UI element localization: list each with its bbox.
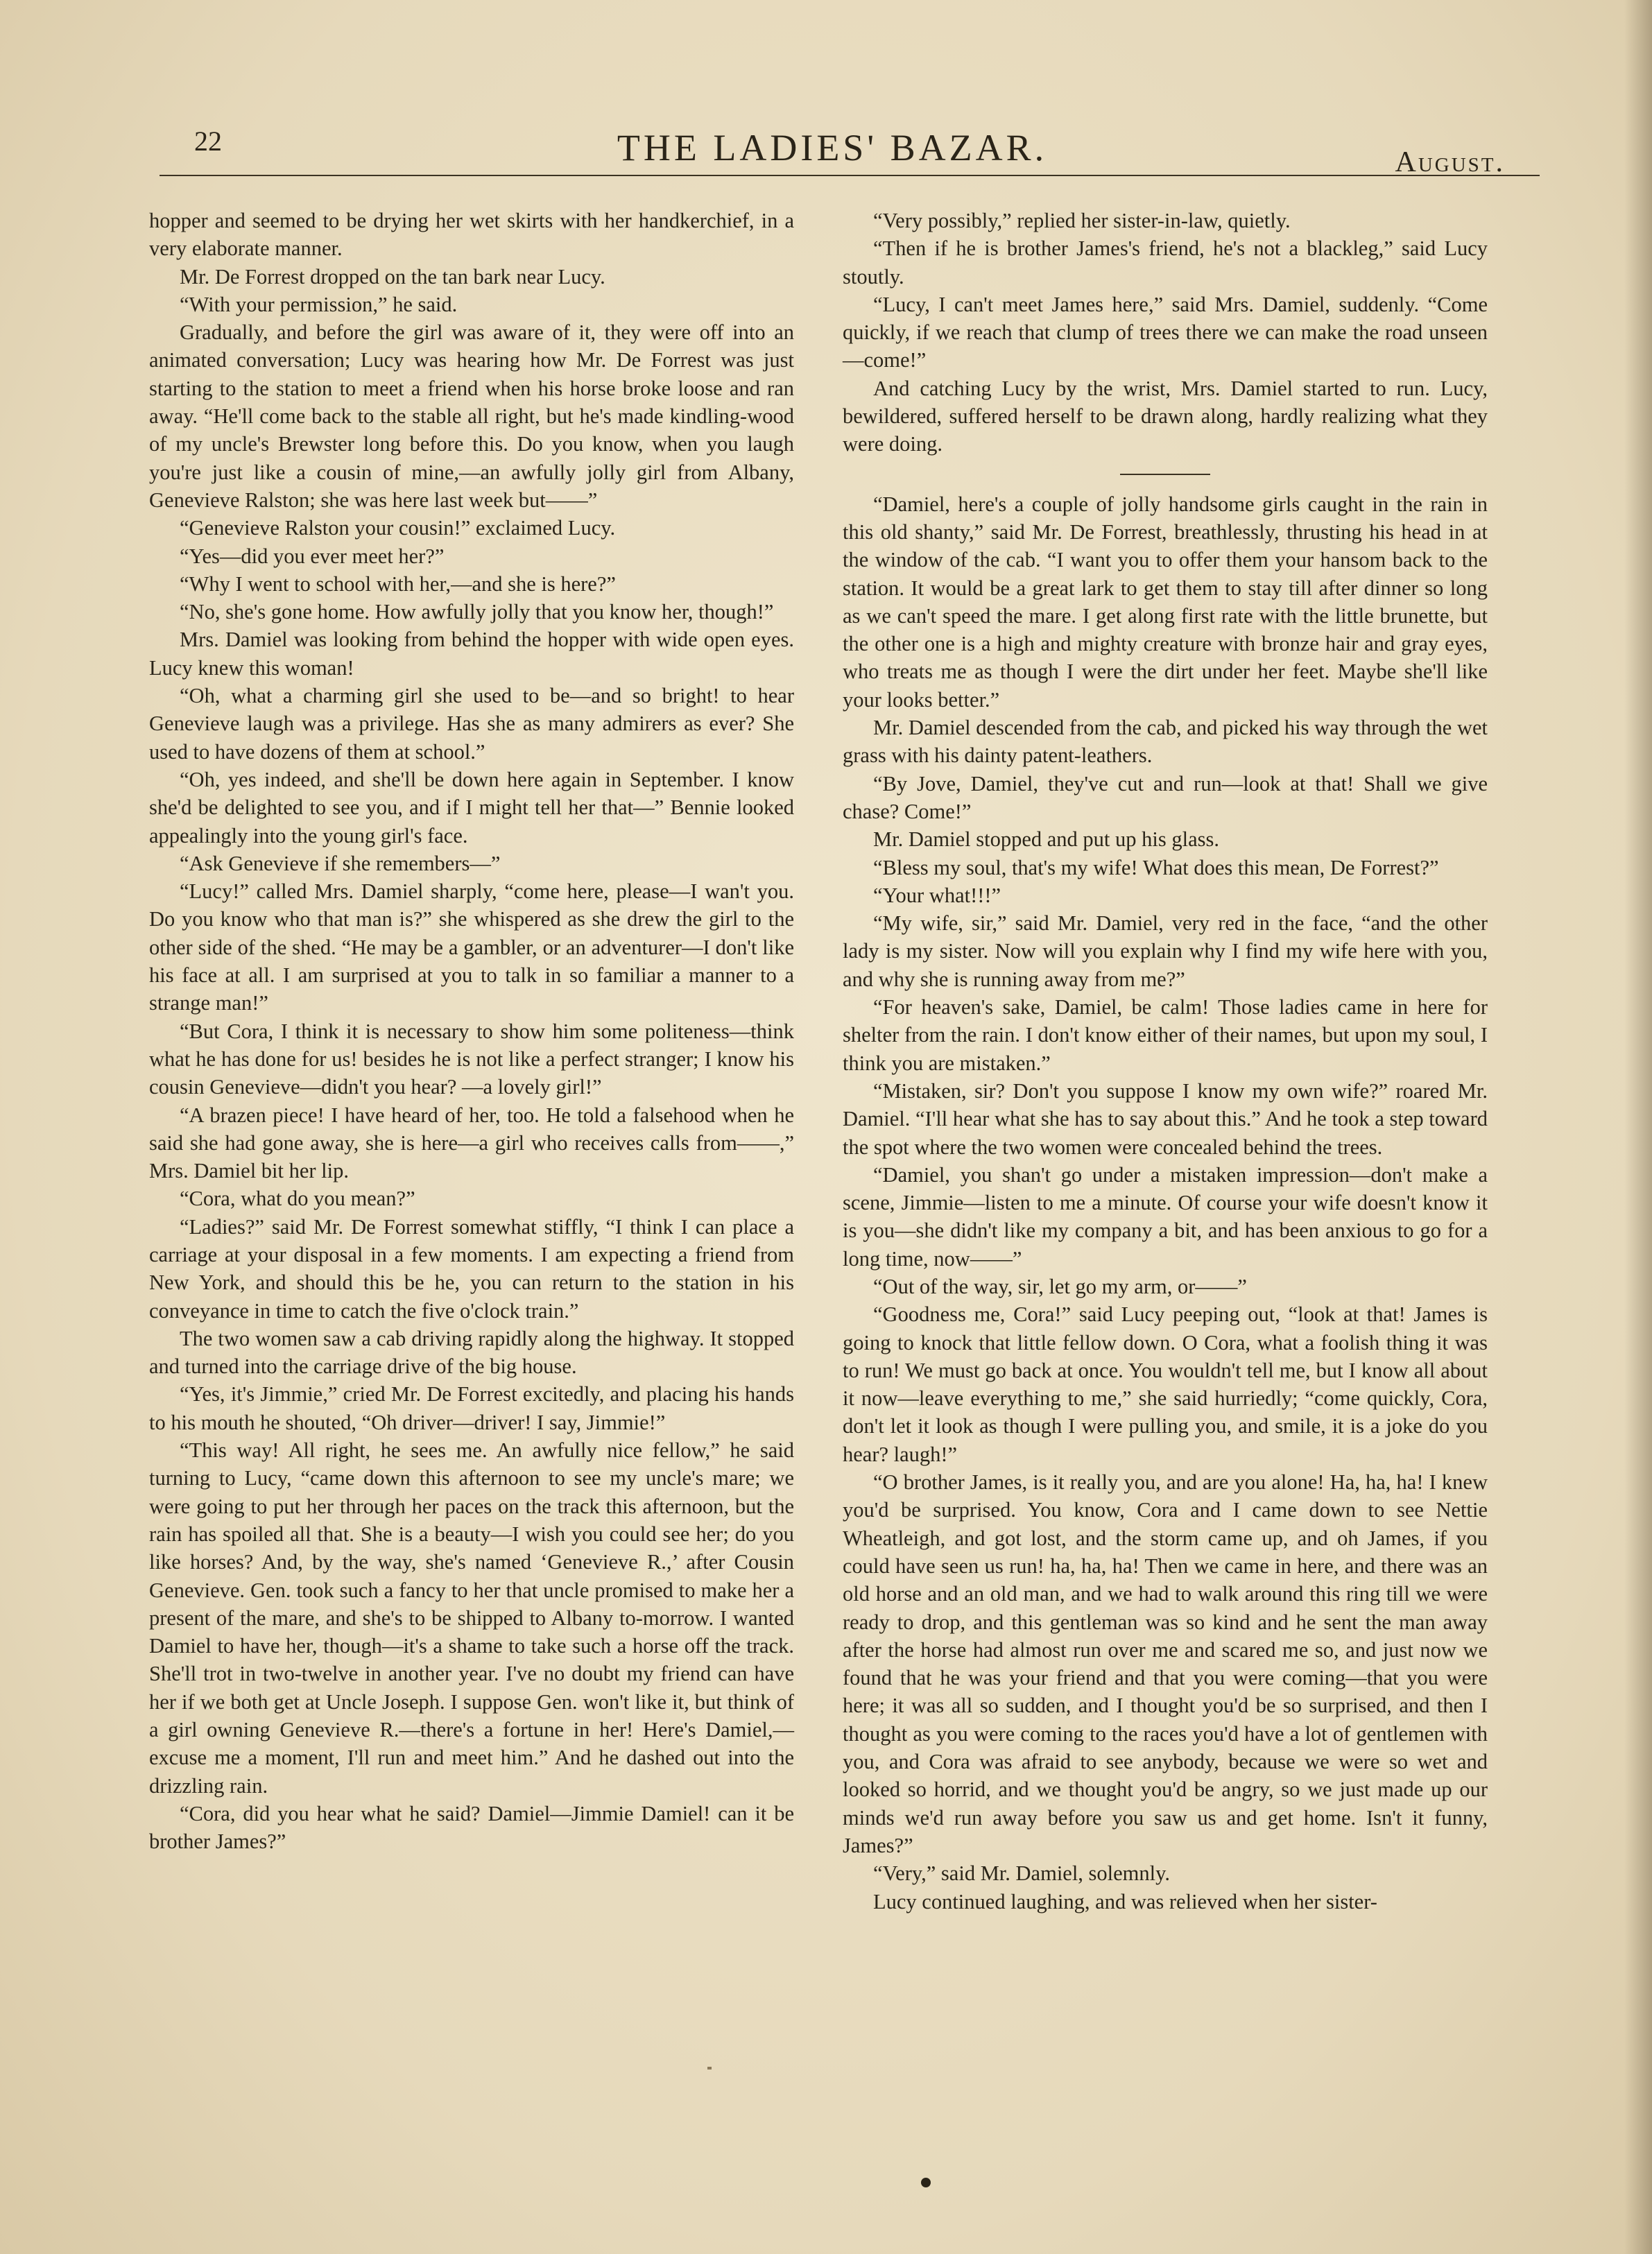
paragraph: “Lucy, I can't meet James here,” said Mrs. Damiel, suddenly. “Come quickly, if we reach that clump of trees there we can make the road unseen—come!” [843, 292, 1488, 372]
paragraph: “By Jove, Damiel, they've cut and run—look at that! Shall we give chase? Come!” [843, 771, 1488, 823]
paragraph: “For heaven's sake, Damiel, be calm! Those ladies came in here for shelter from the rain. I don't know either of their names, but upon my soul, I think you are mistaken.” [843, 995, 1488, 1075]
masthead-title: THE LADIES' BAZAR. [617, 127, 1048, 169]
paragraph: “Very possibly,” replied her sister-in-law, quietly. [873, 209, 1291, 232]
paragraph: “With your permission,” he said. [180, 292, 458, 316]
paragraph: “Genevieve Ralston your cousin!” exclaimed Lucy. [180, 516, 616, 540]
paragraph: Mrs. Damiel was looking from behind the hopper with wide open eyes. Lucy knew this woman! [149, 628, 794, 680]
paragraph: “Damiel, here's a couple of jolly handsome girls caught in the rain in this old shanty,” said Mr. De Forrest, breathlessly, thrusting his head in at the window of the cab. “I want you to offer them your hansom back to the station. It would be a great lark to get them to stay till after dinner so long as we can't speed the mare. I get along first rate with the little brunette, but the other one is a high and mighty creature with bronze hair and gray eyes, who treats me as though I were the dirt under her feet. Maybe she'll like your looks better.” [843, 492, 1488, 712]
paragraph: “My wife, sir,” said Mr. Damiel, very red in the face, “and the other lady is my sister. Now will you explain why I find my wife here with you, and why she is running away from me?” [843, 911, 1488, 991]
paragraph: “Then if he is brother James's friend, he's not a blackleg,” said Lucy stoutly. [843, 236, 1488, 289]
right-column [843, 207, 1488, 1916]
paragraph: “Your what!!!” [873, 883, 1001, 907]
paragraph: hopper and seemed to be drying her wet skirts with her handkerchief, in a very elaborate manner. [149, 209, 794, 261]
issue-month: August. [1395, 146, 1505, 178]
paragraph: “Cora, what do you mean?” [180, 1187, 415, 1211]
paragraph: “Goodness me, Cora!” said Lucy peeping out, “look at that! James is going to knock that little fellow down. O Cora, what a foolish thing it was to run! We must go back at once. You wouldn't tell me, but I know all about it now—leave everything to me,” she said hurriedly; “come quickly, Cora, don't let it look as though I were pulling you, and smile, it is a joke do you hear? laugh!” [843, 1302, 1488, 1466]
paragraph: “Yes—did you ever meet her?” [180, 544, 445, 568]
paragraph: “Why I went to school with her,—and she is here?” [180, 571, 616, 596]
paragraph: “Mistaken, sir? Don't you suppose I know my own wife?” roared Mr. Damiel. “I'll hear what she has to say about this.” And he took a step toward the spot where the two women were concealed behind the trees. [843, 1078, 1488, 1159]
paragraph: Lucy continued laughing, and was relieved when her sister- [873, 1889, 1377, 1913]
page-header [160, 125, 1505, 194]
paragraph: “Yes, it's Jimmie,” cried Mr. De Forrest excitedly, and placing his hands to his mouth he shouted, “Oh driver—driver! I say, Jimmie!” [149, 1382, 794, 1434]
paragraph: “Ladies?” said Mr. De Forrest somewhat stiffly, “I think I can place a carriage at your disposal in a few moments. I am expecting a friend from New York, and should this be he, you can return to the station in his conveyance in time to catch the five o'clock train.” [149, 1214, 794, 1323]
paragraph: Mr. Damiel descended from the cab, and picked his way through the wet grass with his dainty patent-leathers. [843, 716, 1488, 768]
paragraph: “Out of the way, sir, let go my arm, or——” [873, 1274, 1247, 1298]
paper-speck [707, 2067, 712, 2070]
paragraph: “Oh, what a charming girl she used to be—and so bright! to hear Genevieve laugh was a privilege. Has she as many admirers as ever? She used to have dozens of them at school.” [149, 684, 794, 764]
paragraph: The two women saw a cab driving rapidly along the highway. It stopped and turned into the carriage drive of the big house. [149, 1326, 794, 1379]
paragraph: “Oh, yes indeed, and she'll be down here again in September. I know she'd be delighted to see you, and if I might tell her that—” Bennie looked appealingly into the young girl's face. [149, 767, 794, 848]
paragraph: “Ask Genevieve if she remembers—” [180, 851, 501, 875]
paragraph: “A brazen piece! I have heard of her, too. He told a falsehood when he said she had gone away, she is here—a girl who receives calls from——,” Mrs. Damiel bit her lip. [149, 1103, 794, 1183]
paragraph: “No, she's gone home. How awfully jolly that you know her, though!” [180, 600, 774, 624]
page-edge-shadow [1624, 0, 1652, 2254]
paragraph: “This way! All right, he sees me. An awfully nice fellow,” he said turning to Lucy, “came down this afternoon to see my uncle's mare; we were going to put her through her paces on the track this afternoon, but the rain has spoiled all that. She is a beauty—I wish you could see her; do you like horses? And, by the way, she's named ‘Genevieve R.,’ after Cousin Genevieve. Gen. took such a fancy to her that uncle promised to make her a present of the mare, and she's to be shipped to Albany to-morrow. I wanted Damiel to have her, though—it's a shame to take such a horse off the track. She'll trot in two-twelve in another year. I've no doubt my friend can have her if we both get at Uncle Joseph. I suppose Gen. won't like it, but think of a girl owning Genevieve R.—there's a fortune in her! Here's Damiel,—excuse me a moment, I'll run and meet him.” And he dashed out into the drizzling rain. [149, 1438, 794, 1798]
section-separator [1120, 474, 1210, 475]
left-column [149, 207, 794, 1856]
paragraph: “Lucy!” called Mrs. Damiel sharply, “come here, please—I wan't you. Do you know who that man is?” she whispered as she drew the girl to the other side of the shed. “He may be a gambler, or an adventurer—I don't like his face at all. I am surprised at you to talk in so familiar a manner to a strange man!” [149, 879, 794, 1015]
paragraph: Mr. Damiel stopped and put up his glass. [873, 827, 1219, 852]
paragraph: “O brother James, is it really you, and are you alone! Ha, ha, ha! I knew you'd be surprised. You know, Cora and I came down to see Nettie Wheatleigh, and got lost, and the storm came up, and oh James, if you could have seen us run! ha, ha, ha! Then we came in here, and there was an old horse and an old man, and we had to walk around this ring till we were ready to drop, and this gentleman was so kind and he sent the man away after the horse had almost run over me and scared me so, and just now we found that he was your friend and that you were coming—that you were here; it was all so sudden, and I thought you'd be so surprised, and then I thought as you were coming to the races you'd have a lot of gentlemen with you, and Cora was afraid to see anybody, because we were so wet and looked so horrid, and we thought you'd be angry, so we just made up our minds we'd run away before you saw us and get home. Isn't it funny, James?” [843, 1470, 1488, 1857]
page-number: 22 [194, 126, 222, 157]
paragraph: “Very,” said Mr. Damiel, solemnly. [873, 1861, 1171, 1886]
paragraph: And catching Lucy by the wrist, Mrs. Damiel started to run. Lucy, bewildered, suffered herself to be drawn along, hardly realizing what they were doing. [843, 376, 1488, 456]
ink-dot [921, 2178, 931, 2187]
header-rule [160, 175, 1540, 176]
paragraph: “Cora, did you hear what he said? Damiel—Jimmie Damiel! can it be brother James?” [149, 1801, 794, 1854]
paragraph: “But Cora, I think it is necessary to show him some politeness—think what he has done for us! besides he is not like a perfect stranger; I know his cousin Genevieve—didn't you hear? —a lovely girl!” [149, 1019, 794, 1099]
paragraph: Gradually, and before the girl was aware of it, they were off into an animated conversation; Lucy was hearing how Mr. De Forrest was just starting to the station to meet a friend when his horse broke loose and ran away. “He'll come back to the stable all right, but he's made kindling-wood of my uncle's Brewster long before this. Do you know, when you laugh you're just like a cousin of mine,—an awfully jolly girl from Albany, Genevieve Ralston; she was here last week but——” [149, 320, 794, 512]
paragraph: “Bless my soul, that's my wife! What does this mean, De Forrest?” [873, 855, 1439, 879]
paragraph: “Damiel, you shan't go under a mistaken impression—don't make a scene, Jimmie—listen to me a minute. Of course your wife doesn't know it is you—she didn't like my company a bit, and has been anxious to go for a long time, now——” [843, 1162, 1488, 1271]
paragraph: Mr. De Forrest dropped on the tan bark near Lucy. [180, 264, 605, 289]
